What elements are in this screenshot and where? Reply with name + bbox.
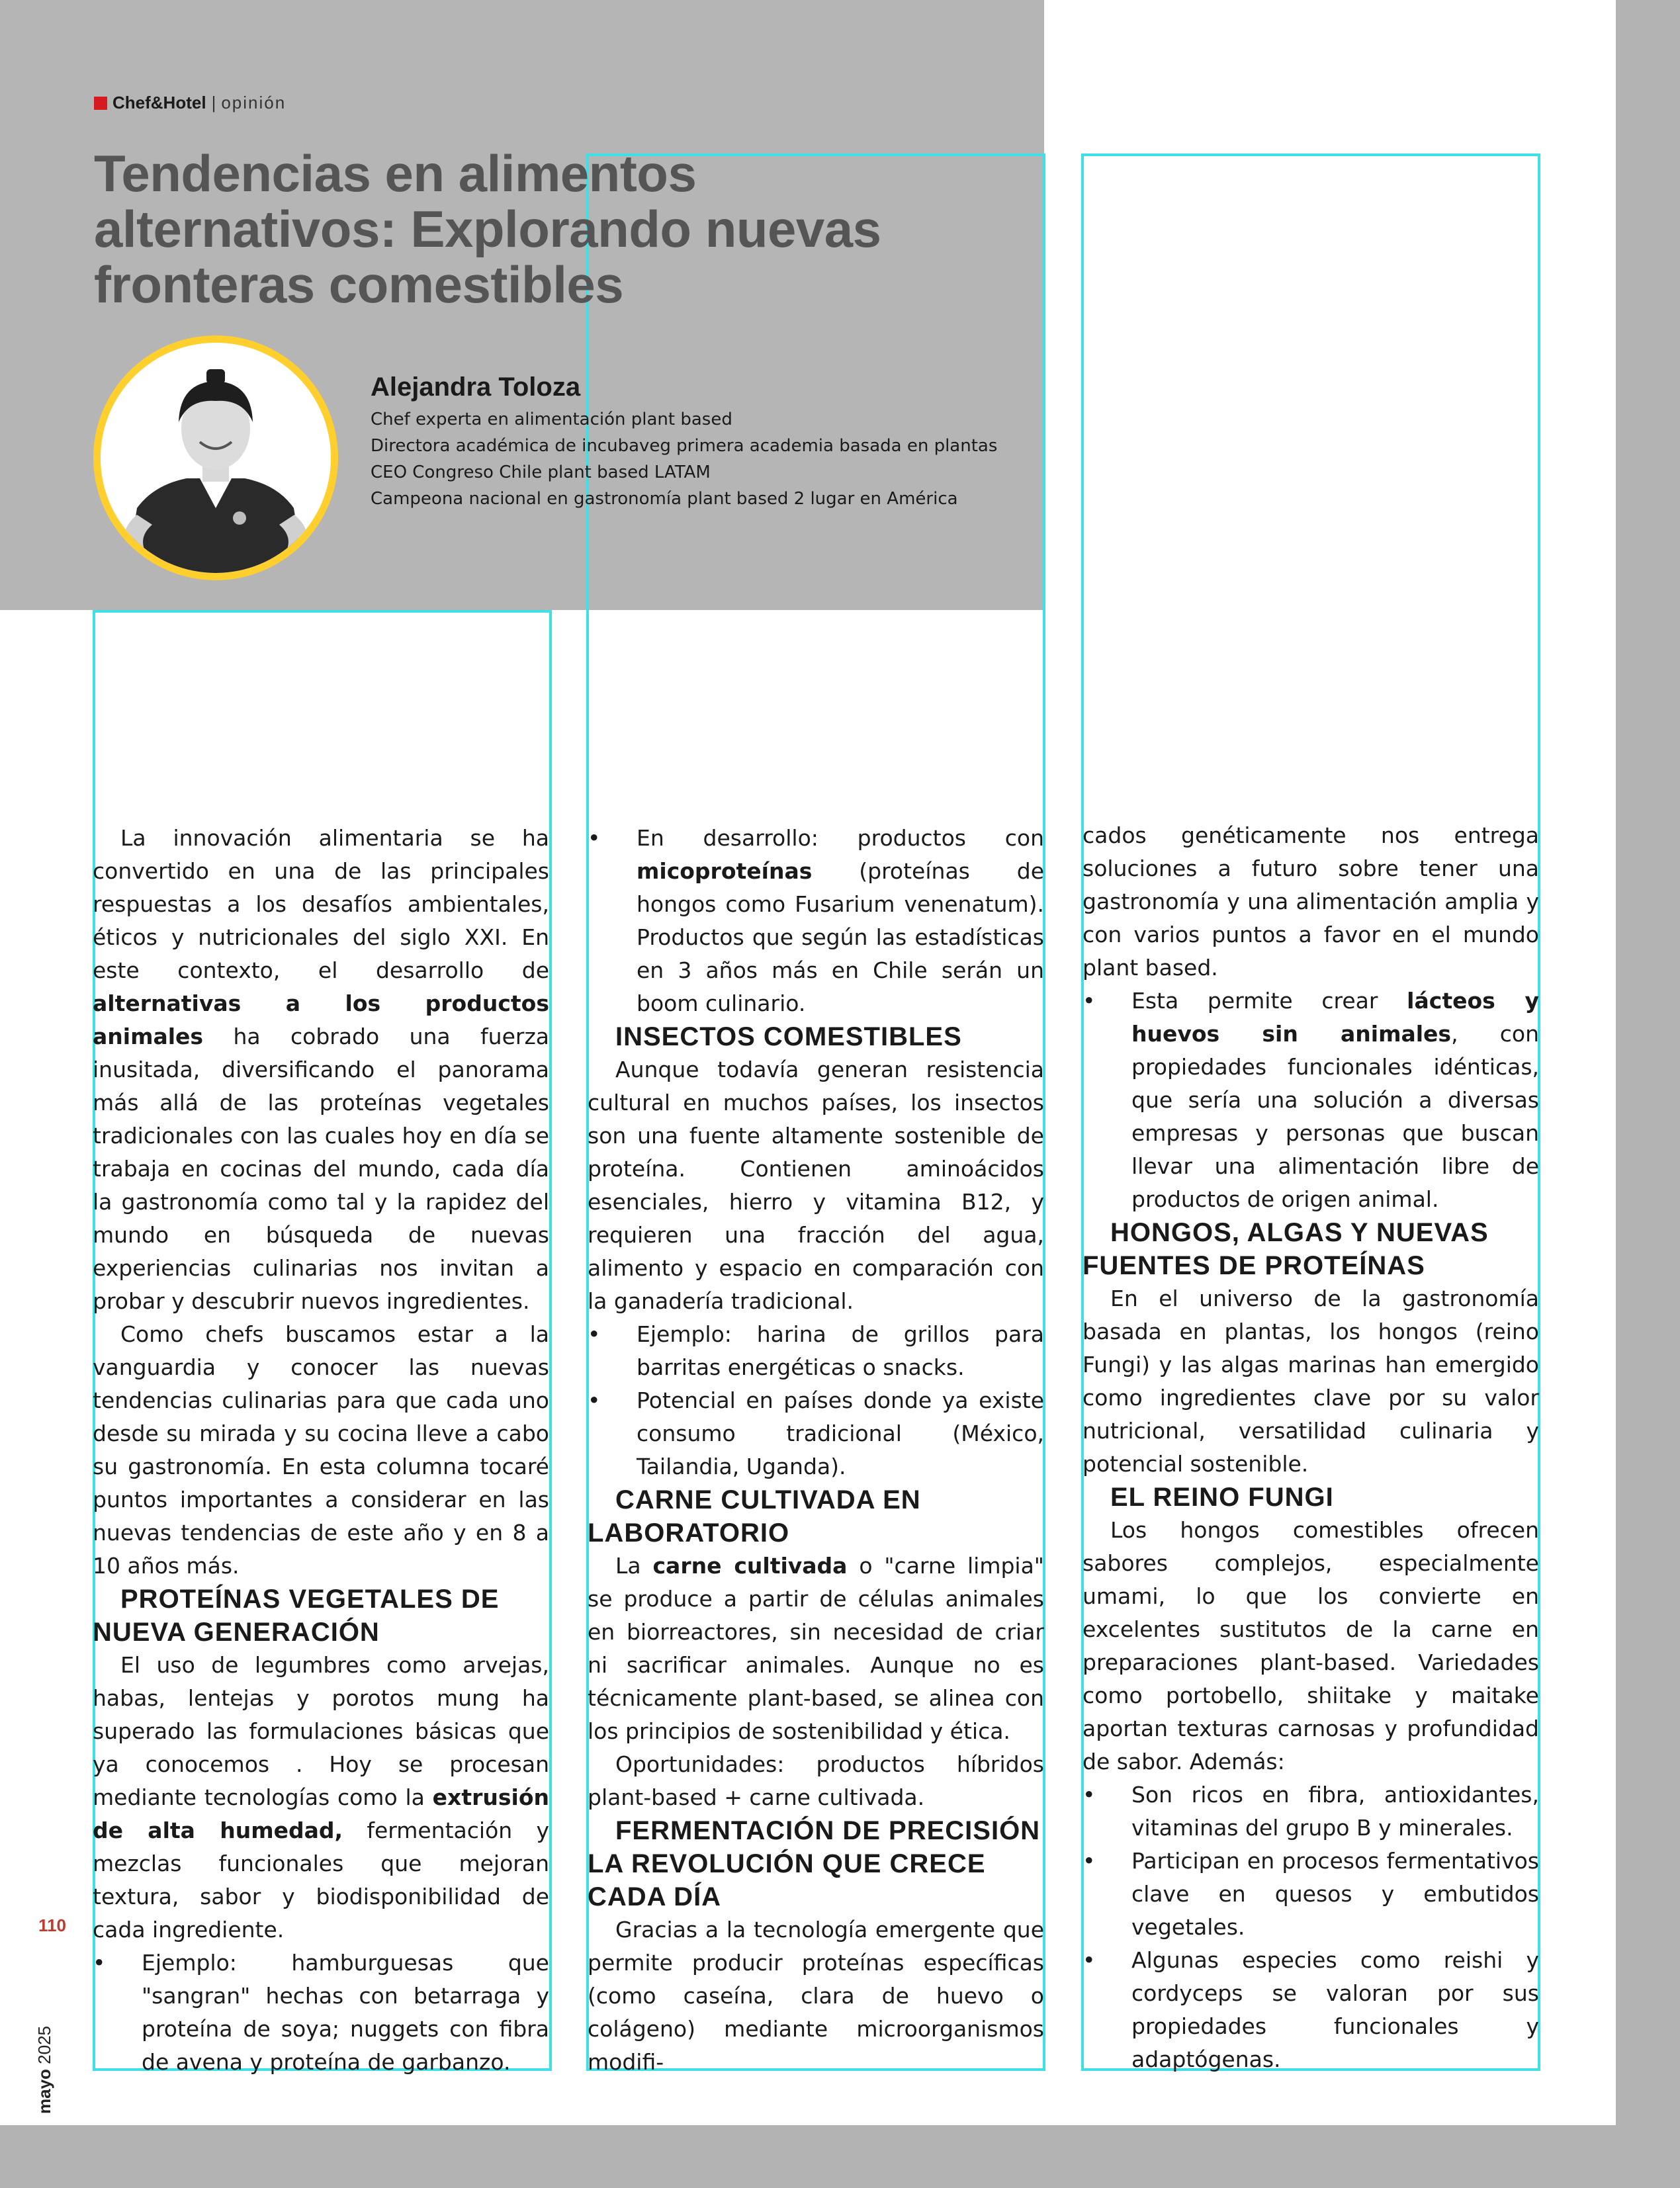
paragraph: Como chefs buscamos estar a la vanguardia y conocer las nuevas tendencias culinarias para que cada uno desde su mirada y su cocina lleve a cabo su gastronomía. En esta columna tocaré puntos importantes a considerar en las nuevas tendencias de este año y en 8 a 10 años más. [93,1321,549,1579]
paragraph: Oportunidades: productos híbridos plant-based + carne cultivada. [588,1751,1044,1810]
paragraph: La innovación alimentaria se ha convertido en una de las principales respuestas a los desafíos ambientales, éticos y nutricionales del siglo XXI. En este contexto, el desarrollo de alternativas a los productos animales ha cobrado una fuerza inusitada, diversificando el panorama más allá de las proteínas vegetales tradicionales con las cuales hoy en día se trabaja en cocinas del mundo, cada día la gastronomía como tal y la rapidez del mundo en búsqueda de nuevas experiencias culinarias nos invitan a probar y descubrir nuevos ingredientes. [93,825,549,1314]
paragraph: El uso de legumbres como arvejas, habas, lentejas y porotos mung ha superado las formulaciones básicas que ya conocemos . Hoy se procesan mediante tecnologías como la extrusión de alta humedad, fermentación y mezclas funcionales que mejoran textura, sabor y biodisponibilidad de cada ingrediente. [93,1652,549,1943]
paragraph: Gracias a la tecnología emergente que permite producir proteínas específicas (como caseína, clara de huevo o colágeno) mediante microorganismos modifi- [588,1917,1044,2075]
paragraph: Los hongos comestibles ofrecen sabores complejos, especialmente umami, lo que los convierte en excelentes sustitutos de la carne en preparaciones plant-based. Variedades como portobello, shiitake y maitake aportan texturas carnosas y profundidad de sabor. Además: [1083,1517,1539,1774]
bullet-list [1083,1778,1539,2076]
author-name: Alejandra Toloza [371,372,581,402]
chef-portrait-illustration [101,343,331,573]
issue-month: mayo [34,2069,54,2114]
list-item: • Ejemplo: harina de grillos para barritas energéticas o snacks. [588,1318,1044,1384]
article-title: Tendencias en alimentos alternativos: Explorando nuevas fronteras comestibles [94,144,881,314]
list-item: • Ejemplo: hamburguesas que "sangran" hechas con betarraga y proteína de soya; nuggets con fibra de avena y proteína de garbanzo. [93,1947,549,2079]
bullet-list [588,1318,1044,1483]
red-square-icon [94,97,107,110]
paragraph: Aunque todavía generan resistencia cultural en muchos países, los insectos son una fuente altamente sostenible de proteína. Contienen aminoácidos esenciales, hierro y vitamina B12, y requieren una fracción del agua, alimento y espacio en comparación con la ganadería tradicional. [588,1057,1044,1314]
kicker-separator: | [211,93,216,112]
section-heading: HONGOS, ALGAS Y NUEVAS FUENTES DE PROTEÍNAS [1083,1218,1489,1280]
brand-name: Chef&Hotel [112,93,206,112]
paragraph: En el universo de la gastronomía basada en plantas, los hongos (reino Fungi) y las algas marinas han emergido como ingredientes clave por su valor nutricional, versatilidad culinaria y potencial sostenible. [1083,1286,1539,1477]
page-number: 110 [38,1915,66,1935]
paragraph: cados genéticamente nos entrega soluciones a futuro sobre tener una gastronomía y una alimentación amplia y con varios puntos a favor en el mundo plant based. [1083,822,1539,981]
author-credential: CEO Congreso Chile plant based LATAM [371,462,711,482]
author-credential: Chef experta en alimentación plant based [371,410,732,429]
section-heading: PROTEÍNAS VEGETALES DE NUEVA GENERACIÓN [93,1585,500,1647]
issue-date [34,2026,55,2114]
column-1 [93,822,549,2079]
list-item: • En desarrollo: productos con micoproteínas (proteínas de hongos como Fusarium venenatum). Productos que según las estadísticas en 3 años más en Chile serán un boom culinario. [588,822,1044,1020]
bullet-list [588,822,1044,1020]
bullet-list [1083,985,1539,1216]
issue-year: 2025 [34,2026,54,2064]
list-item: • Algunas especies como reishi y cordyceps se valoran por sus propiedades funcionales y adaptógenas. [1083,1944,1539,2076]
paragraph: La carne cultivada o "carne limpia" se produce a partir de células animales en biorreactores, sin necesidad de criar ni sacrificar animales. Aunque no es técnicamente plant-based, se alinea con los principios de sostenibilidad y ética. [588,1553,1044,1744]
column-3 [1083,819,1539,2076]
bullet-list [93,1947,549,2079]
section-heading: FERMENTACIÓN DE PRECISIÓN LA REVOLUCIÓN QUE CRECE CADA DÍA [588,1816,1041,1911]
author-photo [93,335,338,580]
list-item: • Potencial en países donde ya existe consumo tradicional (México, Tailandia, Uganda). [588,1384,1044,1483]
section-name: opinión [221,93,287,112]
author-credential: Directora académica de incubaveg primera academia basada en plantas [371,436,998,456]
column-2 [588,822,1044,2079]
list-item: • Participan en procesos fermentativos clave en quesos y embutidos vegetales. [1083,1845,1539,1944]
section-heading: CARNE CULTIVADA EN LABORATORIO [588,1485,921,1548]
author-portrait [101,343,331,573]
section-kicker [94,93,286,113]
section-heading: INSECTOS COMESTIBLES [615,1022,962,1051]
list-item: • Esta permite crear lácteos y huevos sin animales, con propiedades funcionales idénticas, que sería una solución a diversas empresas y personas que buscan llevar una alimentación libre de productos de origen animal. [1083,985,1539,1216]
author-block [371,372,1032,512]
list-item: • Son ricos en fibra, antioxidantes, vitaminas del grupo B y minerales. [1083,1778,1539,1845]
section-heading: EL REINO FUNGI [1110,1483,1334,1512]
author-credential: Campeona nacional en gastronomía plant based 2 lugar en América [371,489,958,509]
